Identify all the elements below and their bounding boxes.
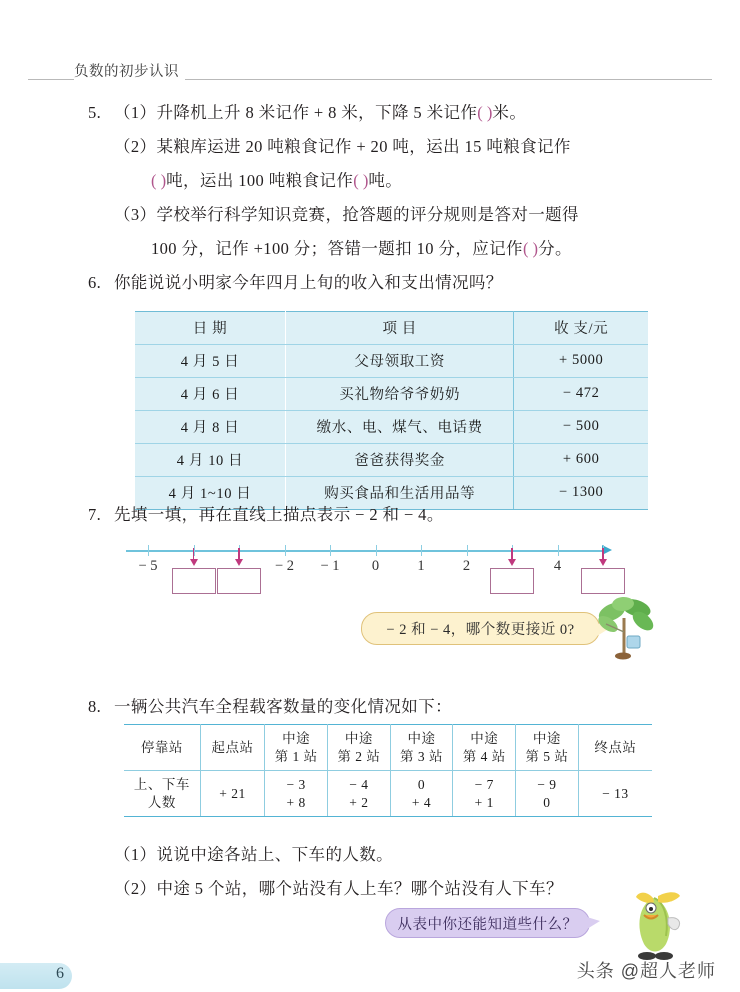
page-header (0, 60, 740, 82)
number-line-label: 4 (553, 558, 562, 574)
q5-item-3-line-1 (88, 198, 708, 232)
q5-item1-blank[interactable]: ( ) (477, 103, 493, 122)
q5-item2-suffix: 吨。 (368, 171, 403, 190)
bus-passenger-table (124, 724, 652, 817)
number-line-label: 0 (371, 558, 380, 574)
q8-sub1-label: （1） (114, 845, 157, 864)
q5-item-2-line-1 (88, 130, 708, 164)
hint-bubble-q8 (385, 908, 590, 938)
cell-item: 爸爸获得奖金 (286, 444, 514, 477)
q8-sub-1 (114, 838, 734, 872)
number-line-blank-box[interactable] (490, 568, 534, 594)
th-start-l1: 起点站 (211, 739, 254, 755)
number-line-tick (558, 545, 559, 556)
q8-prompt: 一辆公共汽车全程载客数量的变化情况如下： (114, 697, 452, 716)
cell-mid-4 (453, 771, 516, 817)
q8-number: 8. (88, 697, 102, 716)
th-end (578, 725, 652, 771)
q5-item-3-line-2 (88, 232, 708, 266)
number-line-tick (148, 545, 149, 556)
th-mid3-l1: 中途 (407, 730, 436, 746)
q8-sub2-text: 中途 5 个站，哪个站没有人上车？哪个站没有人下车？ (156, 879, 563, 898)
row-label (124, 771, 200, 817)
question-8 (88, 690, 708, 724)
number-line-blank-box[interactable] (172, 568, 216, 594)
q5-item3-suffix: 分。 (538, 239, 572, 258)
cell-amount: − 472 (514, 378, 648, 411)
th-mid4-l1: 中途 (470, 730, 499, 746)
number-line-tick (285, 545, 286, 556)
th-mid5-l1: 中途 (532, 730, 561, 746)
number-line-axis (126, 550, 604, 552)
number-line-label: − 5 (138, 558, 158, 574)
number-line-tick (330, 545, 331, 556)
cell-mid5-l2: 0 (543, 794, 551, 810)
q5-item3-text2: 100 分，记作 +100 分；答错一题扣 10 分，应记作 (151, 239, 523, 258)
q8-sub1-text: 说说中途各站上、下车的人数。 (156, 845, 394, 864)
q5-item-1 (88, 96, 708, 130)
question-6 (88, 266, 708, 300)
number-line-label: 1 (417, 558, 425, 574)
plant-mascot-icon (596, 596, 658, 672)
th-stop (124, 725, 200, 771)
th-stop-l1: 停靠站 (140, 739, 183, 755)
number-line (126, 540, 626, 600)
number-line-blank-box[interactable] (581, 568, 625, 594)
cell-mid4-l2: + 1 (474, 794, 494, 810)
number-line-label: − 2 (274, 558, 295, 574)
cell-mid4-l1: − 7 (474, 776, 494, 792)
th-mid-2 (328, 725, 391, 771)
number-line-blank-box[interactable] (217, 568, 261, 594)
q7-prompt-line (88, 498, 708, 532)
th-mid-3 (390, 725, 453, 771)
th-mid1-l1: 中途 (282, 730, 311, 746)
number-line-label: − 1 (320, 558, 340, 574)
hint-bubble-q7 (361, 612, 600, 645)
th-mid1-l2: 第 1 站 (274, 748, 318, 764)
q5-item2-blank-2[interactable]: ( ) (353, 171, 369, 190)
cell-end (578, 771, 652, 817)
cell-mid-1 (265, 771, 328, 817)
cell-item: 购买食品和生活用品等 (286, 477, 514, 510)
q5-item3-label: （3） (114, 205, 157, 224)
q5-item2-text: 某粮库运进 20 吨粮食记作 + 20 吨，运出 15 吨粮食记作 (156, 137, 571, 156)
cell-mid-3 (390, 771, 453, 817)
cell-mid-5 (516, 771, 579, 817)
q5-item3-blank[interactable]: ( ) (522, 239, 539, 258)
q6-prompt: 你能说说小明家今年四月上旬的收入和支出情况吗？ (114, 273, 503, 292)
page-title: 负数的初步认识 (74, 60, 185, 81)
cell-date: 4 月 8 日 (135, 411, 286, 444)
q5-item-2-line-2 (88, 164, 708, 198)
cell-item: 父母领取工资 (286, 345, 514, 378)
q7-number: 7. (88, 505, 102, 524)
cell-mid1-l1: − 3 (286, 776, 306, 792)
cell-mid-2 (328, 771, 391, 817)
cell-mid3-l2: + 4 (411, 794, 432, 810)
q5-item2-mid: 吨，运出 100 吨粮食记作 (166, 171, 354, 190)
cell-amount: − 500 (514, 411, 648, 444)
watermark: 头条 @超人老师 (576, 961, 716, 981)
cell-date: 4 月 10 日 (135, 444, 286, 477)
cell-start (200, 771, 265, 817)
number-line-tick (421, 545, 422, 556)
table-row (135, 345, 648, 378)
th-mid-5 (516, 725, 579, 771)
row-label-l2: 人数 (147, 794, 176, 810)
income-expense-table (135, 311, 648, 510)
table-row (135, 411, 648, 444)
number-line-tick (376, 545, 377, 556)
cell-mid2-l2: + 2 (349, 794, 369, 810)
corn-mascot-icon (624, 888, 686, 964)
cell-mid1-l2: + 8 (286, 794, 306, 810)
q5-item1-suffix: 米。 (492, 103, 527, 122)
q5-item2-blank-1[interactable]: ( ) (151, 171, 167, 190)
cell-date: 4 月 6 日 (135, 378, 286, 411)
page-number: 6 (56, 965, 64, 982)
th-mid5-l2: 第 5 站 (525, 748, 569, 764)
cell-amount: + 600 (514, 444, 648, 477)
cell-end-l1: − 13 (602, 785, 629, 801)
table-row (135, 378, 648, 411)
q8-prompt-line (88, 690, 708, 724)
hint-bubble-q8-text: 从表中你还能知道些什么？ (397, 916, 578, 933)
th-item: 项 目 (286, 312, 514, 345)
th-mid2-l1: 中途 (344, 730, 373, 746)
q5-item1-text: 升降机上升 8 米记作 + 8 米，下降 5 米记作 (156, 103, 478, 122)
cell-start-l1: + 21 (219, 785, 246, 801)
question-7 (88, 498, 708, 532)
th-mid3-l2: 第 3 站 (400, 748, 444, 764)
cell-date: 4 月 5 日 (135, 345, 286, 378)
th-mid4-l2: 第 4 站 (462, 748, 506, 764)
th-date: 日 期 (135, 312, 286, 345)
th-mid-1 (265, 725, 328, 771)
cell-amount: + 5000 (514, 345, 648, 378)
q7-prompt: 先填一填，再在直线上描点表示 − 2 和 − 4。 (114, 505, 444, 524)
table-header-row (135, 312, 648, 345)
row-label-l1: 上、下车 (133, 776, 190, 792)
cell-amount: − 1300 (514, 477, 648, 510)
th-mid2-l2: 第 2 站 (337, 748, 381, 764)
q6-prompt-line (88, 266, 708, 300)
q5-item1-label: （1） (114, 103, 157, 122)
q8-sub2-label: （2） (114, 879, 157, 898)
cell-mid3-l1: 0 (417, 776, 426, 792)
cell-item: 买礼物给爷爷奶奶 (286, 378, 514, 411)
table-header-row (124, 725, 652, 771)
hint-bubble-q7-text: − 2 和 − 4，哪个数更接近 0? (386, 622, 575, 638)
question-5 (88, 96, 708, 266)
q5-item2-label: （2） (114, 137, 157, 156)
th-amount: 收 支/元 (514, 312, 648, 345)
number-line-label: 2 (462, 558, 471, 574)
th-mid-4 (453, 725, 516, 771)
th-start (200, 725, 265, 771)
cell-item: 缴水、电、煤气、电话费 (286, 411, 514, 444)
number-line-tick (467, 545, 468, 556)
th-end-l1: 终点站 (594, 739, 637, 755)
table-row (135, 444, 648, 477)
cell-mid5-l1: − 9 (537, 776, 557, 792)
cell-date: 4 月 1~10 日 (135, 477, 286, 510)
q6-number: 6. (88, 273, 102, 292)
q5-number: 5. (88, 103, 102, 122)
q5-item3-text: 学校举行科学知识竞赛，抢答题的评分规则是答对一题得 (156, 205, 579, 224)
cell-mid2-l1: − 4 (349, 776, 369, 792)
table-row (124, 771, 652, 817)
